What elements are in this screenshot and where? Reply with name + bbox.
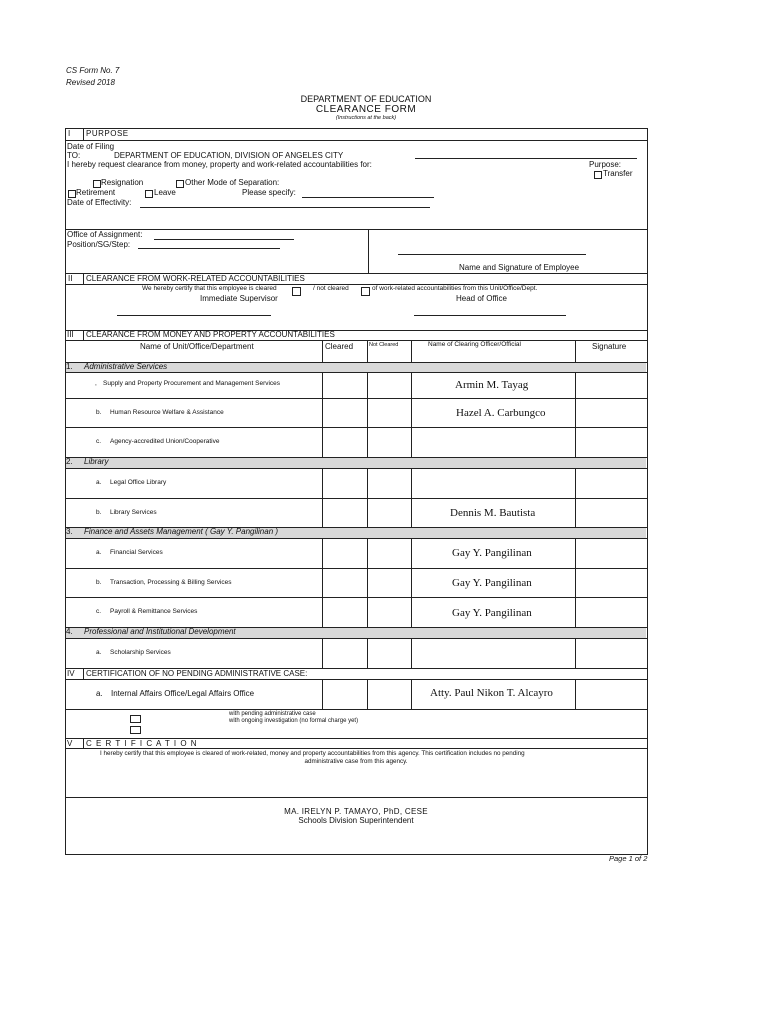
cleared-checkbox[interactable] [292, 287, 301, 296]
office-of-assignment-label: Office of Assignment: [67, 230, 143, 239]
divider [65, 527, 647, 528]
divider [65, 679, 647, 680]
divider [411, 340, 412, 362]
employee-signature-label: Name and Signature of Employee [459, 263, 580, 272]
form-number: CS Form No. 7 [66, 66, 120, 75]
immediate-supervisor-label: Immediate Supervisor [200, 294, 278, 303]
divider [411, 679, 412, 709]
pending-case-checkbox[interactable] [130, 715, 141, 723]
head-of-office-label: Head of Office [456, 294, 507, 303]
retirement-label: Retirement [76, 188, 116, 197]
group-number: 2. [66, 457, 73, 466]
section-title-no-pending-case: CERTIFICATION OF NO PENDING ADMINISTRATIVE CASE: [86, 669, 308, 678]
certify-text-b: / not cleared [313, 285, 349, 292]
divider [65, 468, 647, 469]
divider [411, 638, 412, 668]
certify-text-a: We hereby certify that this employee is cleared [142, 285, 277, 292]
group-number: 3. [66, 527, 73, 536]
column-header-not-cleared: Not Cleared [369, 342, 399, 348]
group-number: 4. [66, 627, 73, 636]
signatory-title: Schools Division Superintendent [298, 816, 414, 825]
date-of-effectivity-label: Date of Effectivity: [67, 198, 132, 207]
divider [65, 140, 647, 141]
date-of-effectivity-line[interactable] [140, 207, 430, 208]
row-prefix: a. [96, 549, 102, 556]
to-value: DEPARTMENT OF EDUCATION, DIVISION OF ANGELES CITY [114, 151, 344, 160]
section-title-money-property: CLEARANCE FROM MONEY AND PROPERTY ACCOUNTABILITIES [86, 330, 335, 339]
purpose-label: Purpose: [589, 160, 622, 169]
divider [83, 668, 84, 679]
divider [368, 229, 369, 273]
request-text: I hereby request clearance from money, property and work-related accountabilities for: [67, 160, 372, 169]
clearing-officer-name: Gay Y. Pangilinan [452, 547, 532, 559]
instructions-note: (Instructions at the back) [335, 115, 397, 121]
certify-text-c: of work-related accountabilities from this Unit/Office/Dept. [372, 285, 538, 292]
divider [367, 340, 368, 362]
divider [65, 597, 647, 598]
group-title: Finance and Assets Management ( Gay Y. Pangilinan ) [84, 527, 279, 536]
date-of-filing-line[interactable] [415, 158, 637, 159]
divider [65, 627, 647, 628]
unit-name: Human Resource Welfare & Assistance [110, 409, 224, 416]
clearing-officer-name: Hazel A. Carbungco [456, 407, 546, 419]
resignation-label: Resignation [101, 178, 144, 187]
to-label: TO: [67, 151, 81, 160]
group-number: 1. [66, 362, 73, 371]
section-numeral: II [68, 274, 73, 283]
unit-name: Scholarship Services [110, 649, 171, 656]
section-title-certification: C E R T I F I C A T I O N [86, 739, 198, 748]
divider [65, 709, 647, 710]
divider [322, 538, 323, 627]
certification-text: I hereby certify that this employee is cleared of work-related, money and property accountabilities from this agency. This certification includes no pending [100, 750, 525, 757]
unit-name: Internal Affairs Office/Legal Affairs Office [111, 689, 255, 698]
divider [322, 679, 323, 709]
unit-name: Financial Services [110, 549, 163, 556]
supervisor-signature-line[interactable] [117, 315, 271, 316]
divider [83, 273, 84, 284]
office-of-assignment-line[interactable] [154, 239, 294, 240]
clearing-officer-name: Dennis M. Bautista [450, 507, 536, 519]
row-prefix: c. [96, 438, 102, 445]
certification-text: administrative case from this agency. [304, 758, 408, 765]
section-numeral: V [67, 739, 73, 748]
column-header-signature: Signature [592, 342, 627, 351]
divider [575, 538, 576, 627]
clearing-officer-name: Gay Y. Pangilinan [452, 607, 532, 619]
signatory-name: MA. IRELYN P. TAMAYO, PhD, CESE [284, 807, 428, 816]
row-prefix: c. [96, 608, 102, 615]
revised-year: Revised 2018 [66, 78, 115, 87]
divider [65, 362, 647, 363]
ongoing-investigation-label: with ongoing investigation (no formal charge yet) [229, 718, 359, 724]
row-prefix: b. [96, 509, 102, 516]
divider [367, 468, 368, 527]
leave-checkbox[interactable] [145, 190, 153, 198]
divider [367, 372, 368, 457]
section-title-work-related: CLEARANCE FROM WORK-RELATED ACCOUNTABILITIES [86, 274, 305, 283]
divider [65, 372, 647, 373]
row-prefix: a. [96, 649, 102, 656]
group-title: Library [84, 457, 109, 466]
column-header-officer: Name of Clearing Officer/Official [428, 341, 521, 348]
divider [83, 330, 84, 340]
divider [322, 468, 323, 527]
position-sg-step-label: Position/SG/Step: [67, 240, 131, 249]
please-specify-line[interactable] [302, 197, 434, 198]
row-prefix: a. [96, 689, 103, 698]
divider [575, 468, 576, 527]
section-numeral: IV [67, 669, 75, 678]
divider [65, 797, 647, 798]
divider [322, 638, 323, 668]
divider [65, 398, 647, 399]
clearing-officer-name: Gay Y. Pangilinan [452, 577, 532, 589]
section-numeral: I [68, 129, 71, 138]
form-title: CLEARANCE FORM [315, 104, 417, 115]
divider [83, 738, 84, 748]
divider [575, 638, 576, 668]
unit-name: Transaction, Processing & Billing Services [110, 579, 232, 586]
date-of-filing-label: Date of Filing [67, 142, 115, 151]
other-mode-checkbox[interactable] [176, 180, 184, 188]
resignation-checkbox[interactable] [93, 180, 101, 188]
unit-name: Agency-accredited Union/Cooperative [110, 438, 220, 445]
ongoing-investigation-checkbox[interactable] [130, 726, 141, 734]
divider [65, 457, 647, 458]
row-prefix: b. [96, 409, 102, 416]
column-header-cleared: Cleared [325, 342, 354, 351]
divider [367, 538, 368, 627]
divider [575, 340, 576, 362]
page-number: Page 1 of 2 [609, 854, 648, 863]
unit-name: Supply and Property Procurement and Management Services [103, 380, 281, 387]
section-numeral: III [67, 330, 74, 339]
divider [575, 372, 576, 457]
transfer-checkbox[interactable] [594, 171, 602, 179]
unit-name: Payroll & Remittance Services [110, 608, 198, 615]
column-header-unit: Name of Unit/Office/Department [140, 342, 254, 351]
position-sg-step-line[interactable] [138, 248, 280, 249]
divider [83, 128, 84, 140]
row-prefix: , [95, 380, 97, 387]
pending-case-label: with pending administrative case [229, 711, 316, 717]
divider [411, 538, 412, 627]
section-title-purpose: PURPOSE [86, 129, 129, 138]
divider [65, 748, 647, 749]
divider [65, 340, 647, 341]
group-row-shading [66, 457, 646, 468]
leave-label: Leave [154, 188, 176, 197]
divider [65, 498, 647, 499]
divider [65, 538, 647, 539]
divider [575, 679, 576, 709]
divider [65, 229, 647, 230]
employee-signature-line[interactable] [398, 254, 586, 255]
divider [411, 372, 412, 457]
divider [65, 568, 647, 569]
group-title: Administrative Services [84, 362, 168, 371]
unit-name: Library Services [110, 509, 157, 516]
other-mode-label: Other Mode of Separation: [185, 178, 280, 187]
row-prefix: a. [96, 479, 102, 486]
unit-name: Legal Office Library [110, 479, 167, 486]
divider [65, 427, 647, 428]
head-signature-line[interactable] [414, 315, 566, 316]
divider [322, 372, 323, 457]
row-prefix: b. [96, 579, 102, 586]
divider [65, 638, 647, 639]
divider [367, 679, 368, 709]
not-cleared-checkbox[interactable] [361, 287, 370, 296]
divider [411, 468, 412, 527]
retirement-checkbox[interactable] [68, 190, 76, 198]
divider [322, 340, 323, 362]
department-heading: DEPARTMENT OF EDUCATION [300, 94, 432, 104]
clearing-officer-name: Armin M. Tayag [455, 379, 529, 391]
divider [367, 638, 368, 668]
group-title: Professional and Institutional Development [84, 627, 236, 636]
clearing-officer-name: Atty. Paul Nikon T. Alcayro [430, 687, 553, 699]
transfer-label: Transfer [603, 169, 633, 178]
please-specify-label: Please specify: [242, 188, 296, 197]
